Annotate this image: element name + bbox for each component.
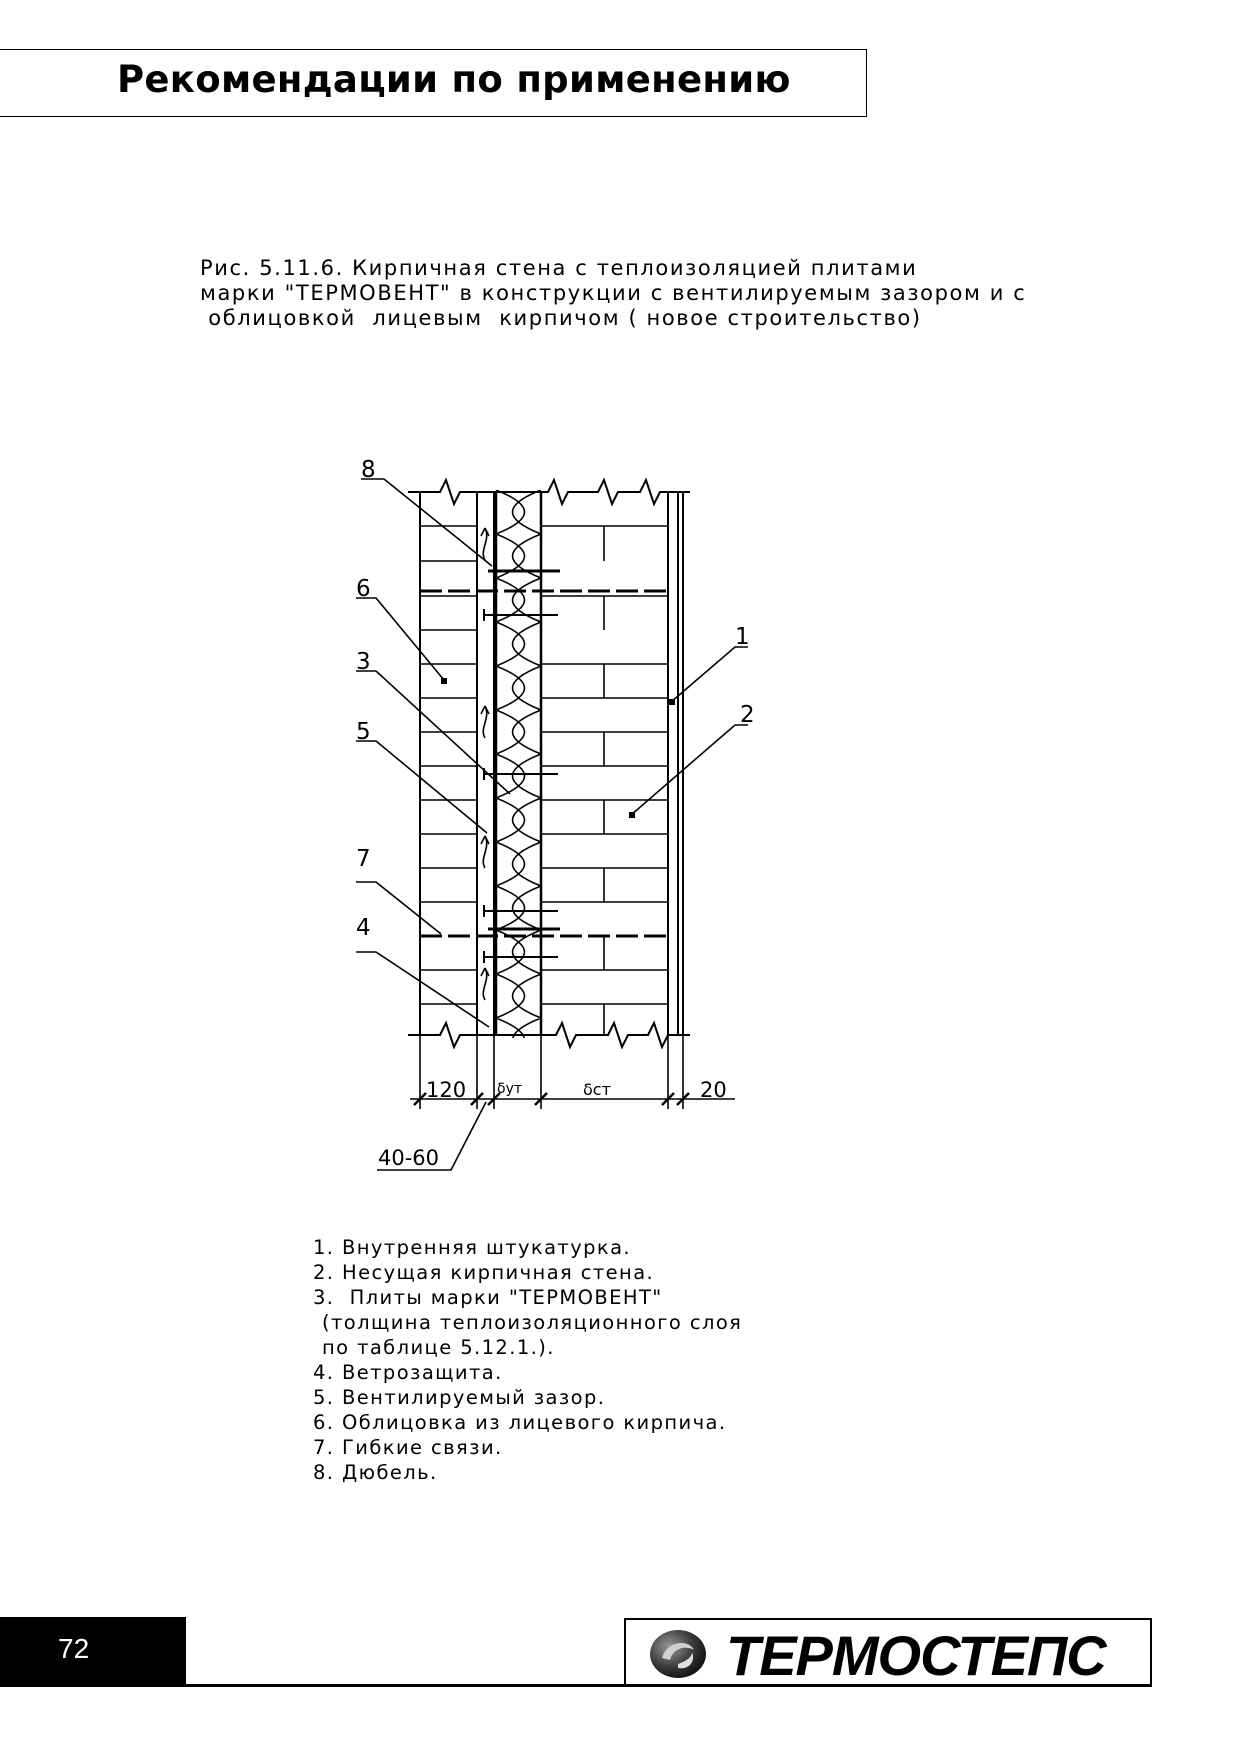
callout-5: 5 bbox=[356, 719, 371, 745]
dim-20: 20 bbox=[700, 1078, 727, 1102]
callout-7: 7 bbox=[356, 846, 371, 872]
caption-line-3: облицовкой лицевым кирпичом ( новое строительство) bbox=[200, 306, 922, 330]
legend-item-5: 5. Вентилируемый зазор. bbox=[313, 1386, 606, 1409]
legend-item-1: 1. Внутренняя штукатурка. bbox=[313, 1236, 632, 1259]
callout-2: 2 bbox=[740, 702, 755, 728]
dimension-labels bbox=[378, 1078, 727, 1170]
dim-40-60: 40-60 bbox=[378, 1146, 440, 1170]
caption-line-2: марки "ТЕРМОВЕНТ" в конструкции с вентилируемым зазором и с bbox=[200, 281, 1027, 305]
wall-structure bbox=[408, 480, 690, 1047]
page-number: 72 bbox=[58, 1633, 90, 1664]
legend-item-2: 2. Несущая кирпичная стена. bbox=[313, 1261, 655, 1284]
facing-brick-courses bbox=[420, 526, 477, 1004]
callout-3: 3 bbox=[356, 649, 371, 675]
callout-8: 8 bbox=[361, 457, 376, 483]
company-logo bbox=[624, 1618, 1152, 1686]
logo-text: ТЕРМОСТЕПС bbox=[726, 1624, 1106, 1687]
legend-item-8: 8. Дюбель. bbox=[313, 1461, 438, 1484]
caption-line-1: Рис. 5.11.6. Кирпичная стена с теплоизоляцией плитами bbox=[200, 256, 918, 280]
flexible-ties bbox=[420, 571, 668, 936]
legend-item-3-ref: по таблице 5.12.1.). bbox=[322, 1336, 555, 1359]
callout-6: 6 bbox=[356, 576, 371, 602]
page-number-box bbox=[0, 1617, 186, 1687]
legend-item-3: 3. Плиты марки "ТЕРМОВЕНТ" bbox=[313, 1286, 663, 1309]
legend-item-6: 6. Облицовка из лицевого кирпича. bbox=[313, 1411, 727, 1434]
legend bbox=[313, 1235, 742, 1485]
insulation-hatch bbox=[496, 490, 541, 1062]
legend-item-3-note: (толщина теплоизоляционного слоя bbox=[322, 1311, 743, 1334]
legend-item-7: 7. Гибкие связи. bbox=[313, 1436, 503, 1459]
load-bearing-brick-courses bbox=[541, 526, 668, 1035]
dim-120: 120 bbox=[426, 1078, 467, 1102]
dim-insulation: δут bbox=[497, 1081, 523, 1097]
logo-emblem-icon bbox=[648, 1628, 708, 1680]
callout-leaders bbox=[356, 479, 748, 1027]
legend-item-4: 4. Ветрозащита. bbox=[313, 1361, 503, 1384]
airflow-arrows bbox=[481, 528, 489, 1000]
callout-1: 1 bbox=[735, 624, 750, 650]
dim-wall: δст bbox=[583, 1080, 611, 1099]
callout-4: 4 bbox=[356, 915, 371, 941]
page-title: Рекомендации по применению bbox=[117, 58, 791, 101]
